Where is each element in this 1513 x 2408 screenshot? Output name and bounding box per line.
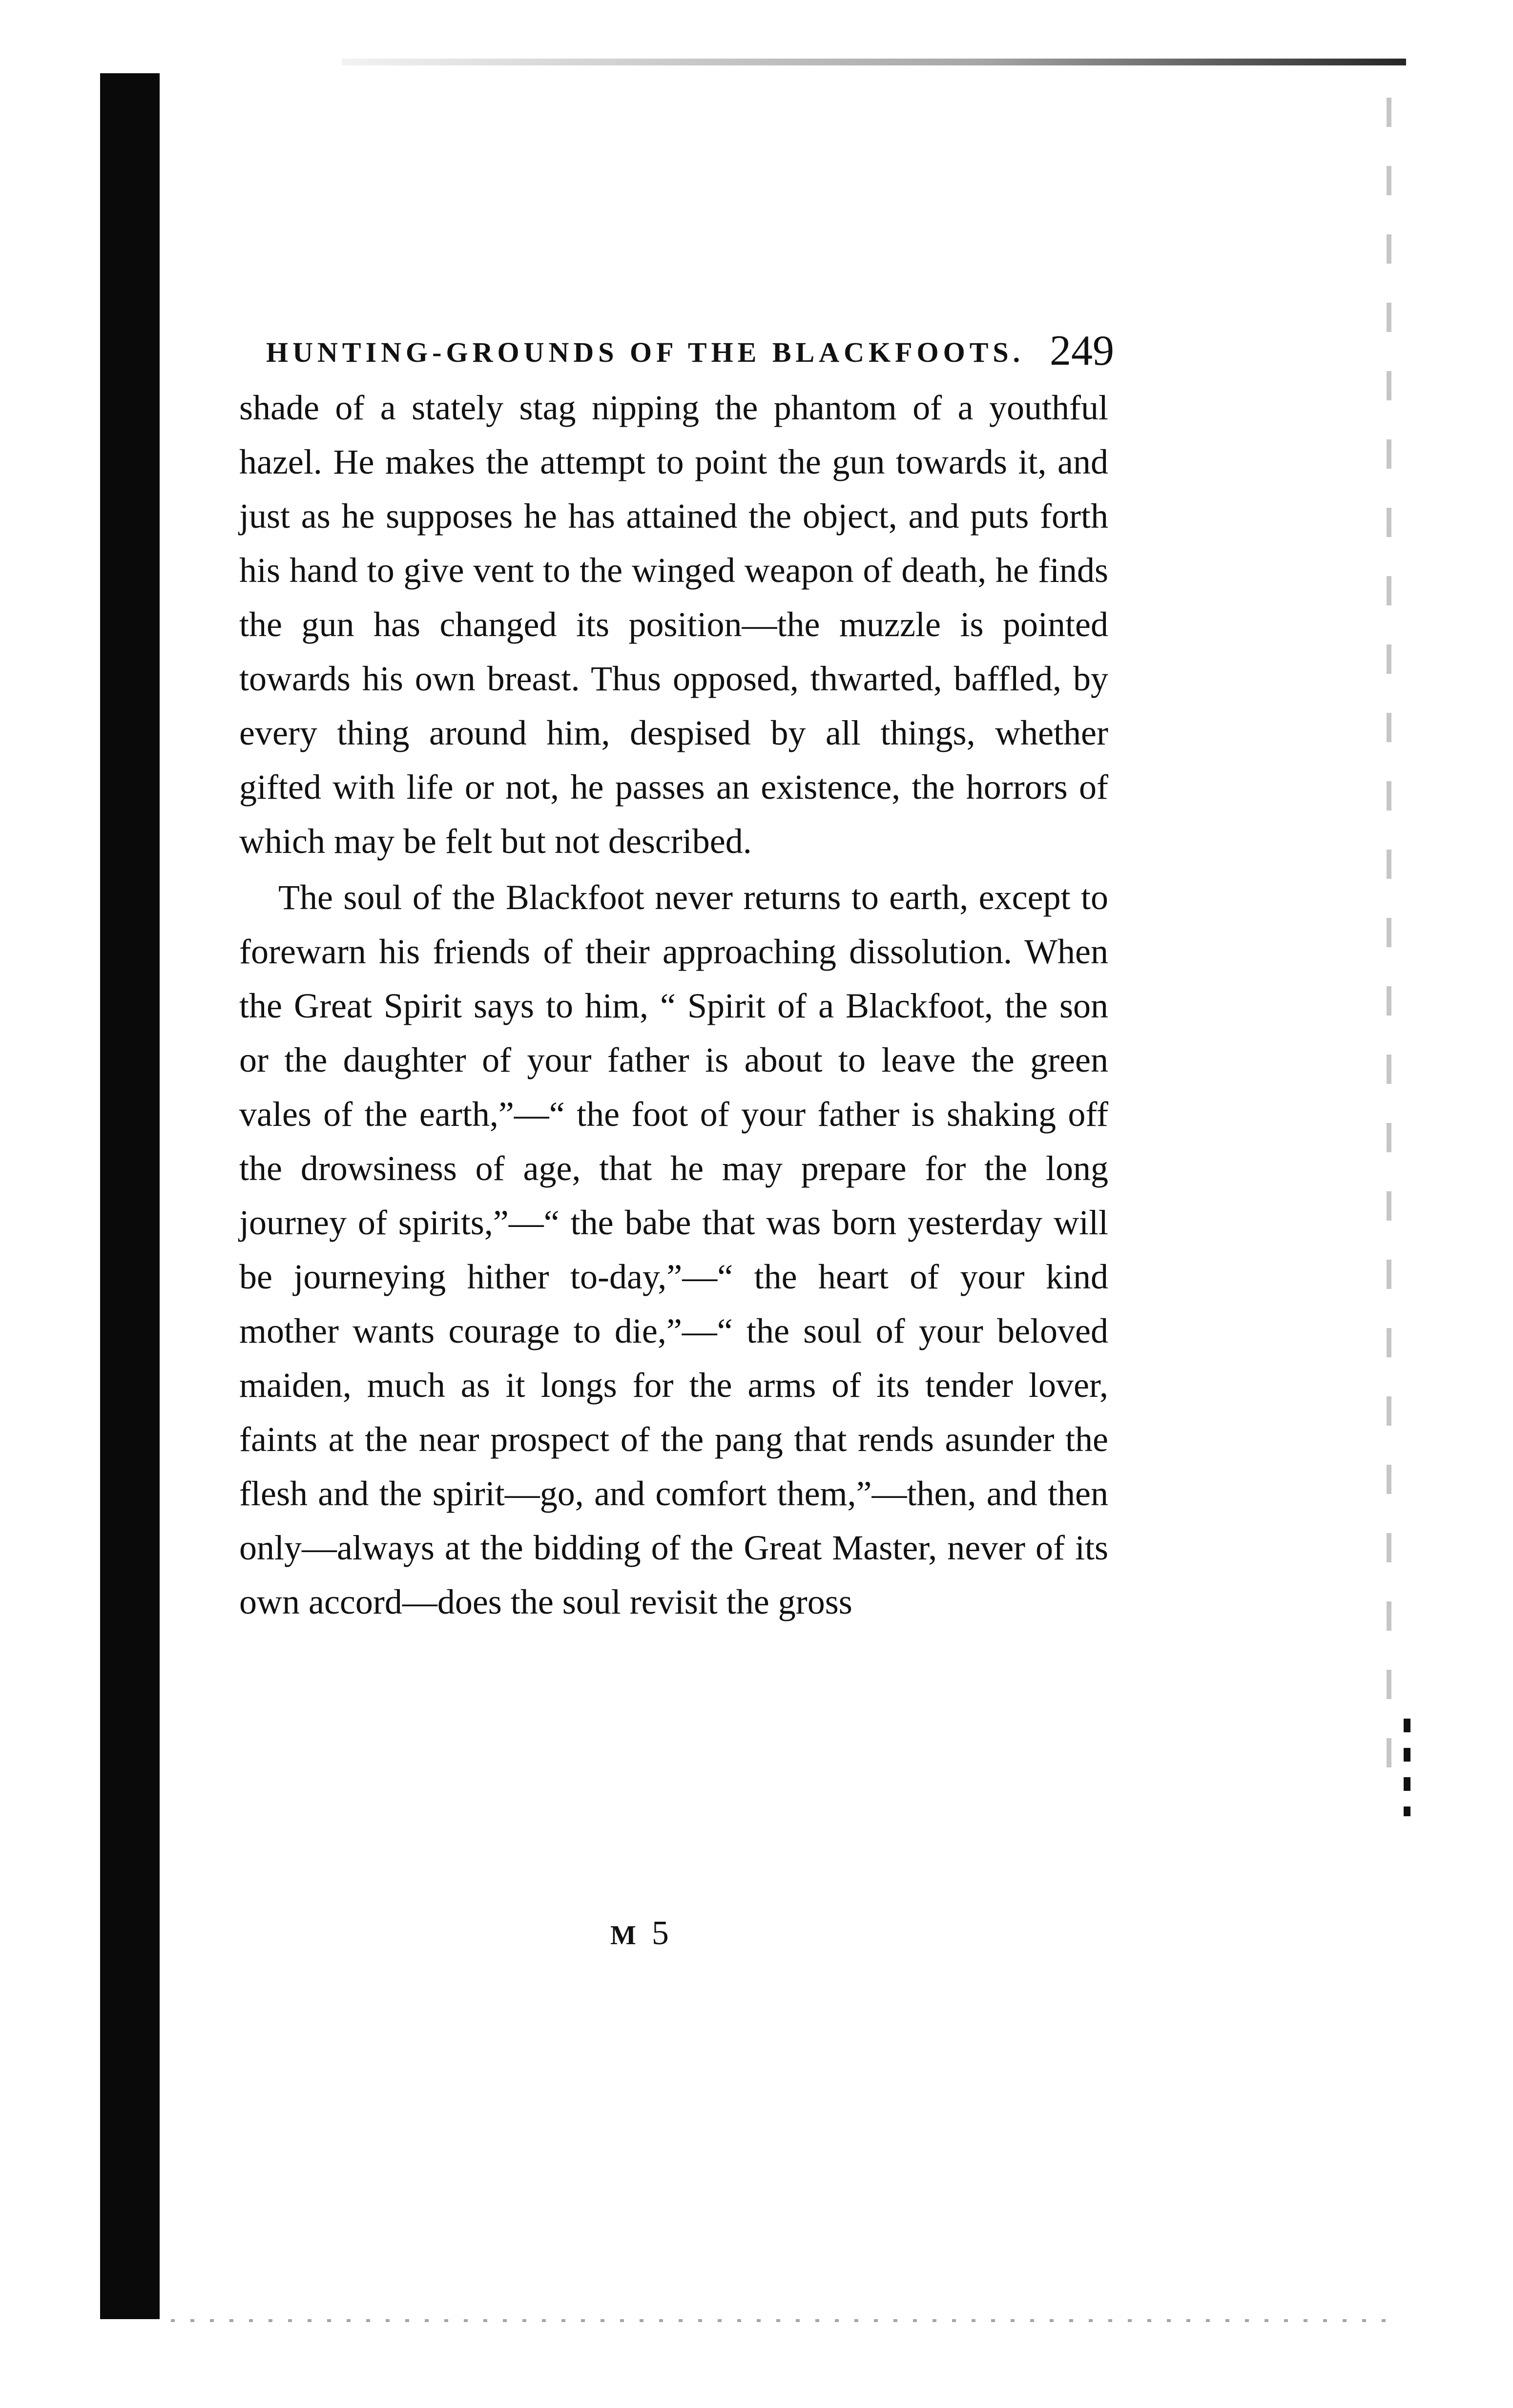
signature-mark — [610, 1914, 684, 1953]
scan-bottom-edge — [171, 2319, 1391, 2322]
text-block — [239, 322, 1114, 1629]
paragraph: shade of a stately stag nipping the phantom of a youthful hazel. He makes the attempt to point the gun towards it, and just as he supposes he has attained the object, and puts forth his hand to give vent to the winged weapon of death, he finds the gun has changed its position—the muzzle is pointed towards his own breast. Thus opposed, thwarted, baffled, by every thing around him, despised by all things, whether gifted with life or not, he passes an existence, the horrors of which may be felt but not described. — [239, 388, 1108, 861]
scan-right-edge — [1387, 98, 1391, 1806]
signature-letter: M — [610, 1920, 652, 1951]
running-head — [239, 322, 1114, 381]
paragraph: The soul of the Blackfoot never returns to earth, except to forewarn his friends of their approaching dissolution. When the Great Spirit says to him, “ Spirit of a Blackfoot, the son or the daughter of your father is about to leave the green vales of the earth,”—“ the foot of your father is shaking off the drowsiness of age, that he may prepare for the long journey of spirits,”—“ the babe that was born yesterday will be journeying hither to-day,”—“ the heart of your kind mother wants courage to die,”—“ the soul of your beloved maiden, much as it longs for the arms of its tender lover, faints at the near prospect of the pang that rends asunder the flesh and the spirit—go, and comfort them,”—then, and then only—always at the bidding of the Great Master, never of its own accord—does the soul revisit the gross — [239, 878, 1108, 1621]
scan-top-edge — [342, 59, 1406, 65]
body-text — [239, 381, 1108, 1629]
scan-spine-shadow — [100, 73, 160, 2319]
page-number: 249 — [1050, 327, 1114, 374]
signature-number: 5 — [651, 1914, 684, 1952]
scan-edge-marks — [1404, 1719, 1410, 1816]
running-title: HUNTING-GROUNDS OF THE BLACKFOOTS. — [266, 336, 1025, 368]
